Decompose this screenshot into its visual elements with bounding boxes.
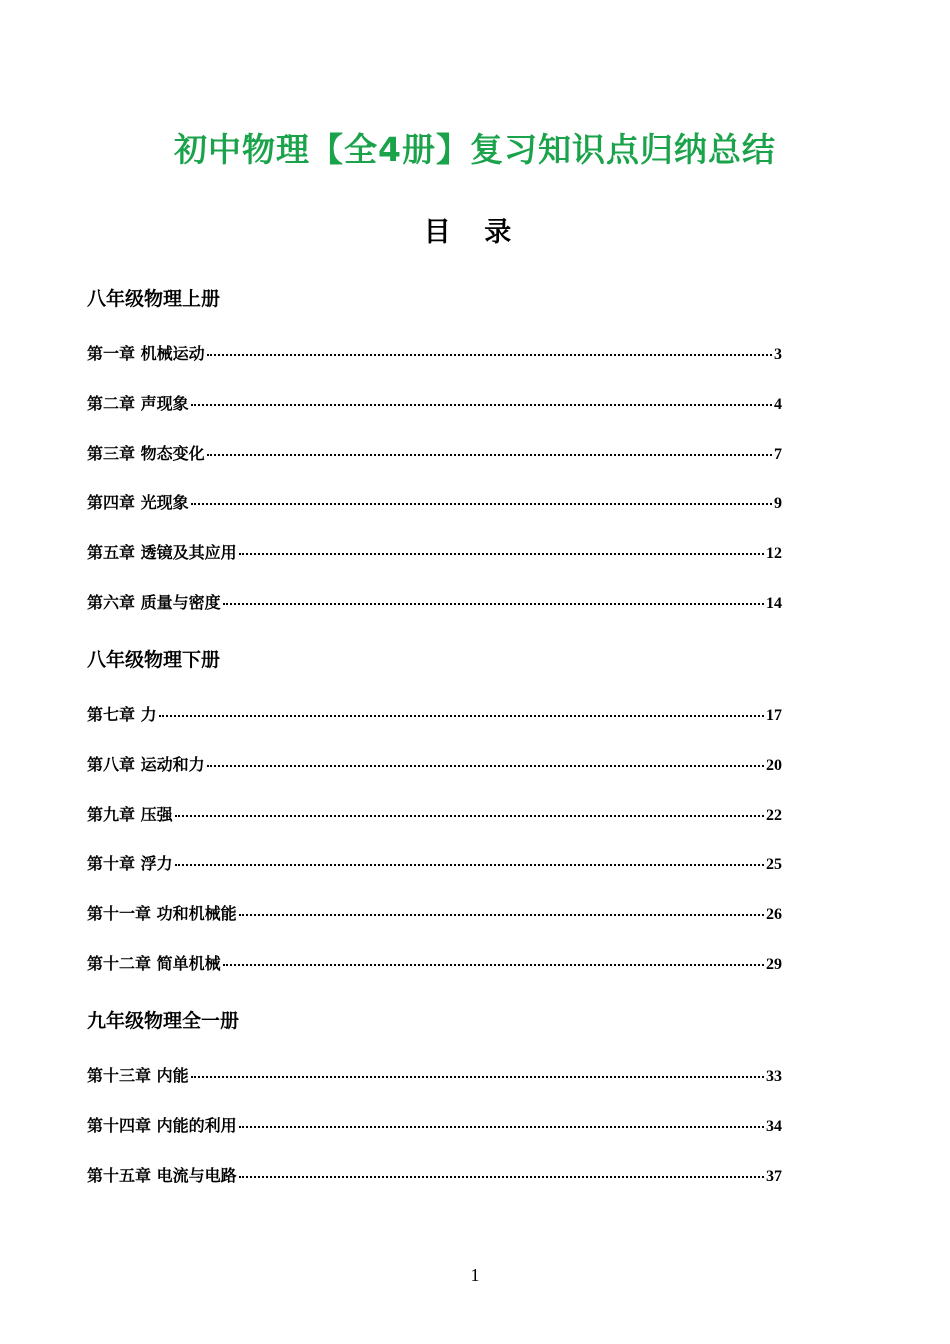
toc-entry-label: 第十五章 电流与电路	[87, 1166, 237, 1185]
dot-leader	[175, 815, 764, 817]
toc-entry-label: 第二章 声现象	[87, 394, 189, 413]
toc-entry[interactable]	[87, 752, 782, 775]
toc-entry-page: 4	[774, 396, 782, 413]
toc-entry-label: 第五章 透镜及其应用	[87, 543, 237, 562]
section-heading: 八年级物理下册	[87, 649, 221, 671]
toc-entry-label: 第八章 运动和力	[87, 755, 205, 774]
toc-entry[interactable]	[87, 1163, 782, 1186]
toc-entry[interactable]	[87, 540, 782, 563]
toc-entry-page: 25	[766, 856, 782, 873]
toc-entry-label: 第四章 光现象	[87, 493, 189, 512]
toc-entry-label: 第九章 压强	[87, 805, 173, 824]
dot-leader	[239, 1176, 764, 1178]
toc-entry[interactable]	[87, 590, 782, 613]
toc-entry[interactable]	[87, 1113, 782, 1136]
dot-leader	[175, 864, 764, 866]
dot-leader	[207, 354, 772, 356]
toc-entry[interactable]	[87, 391, 782, 414]
toc-entry-label: 第一章 机械运动	[87, 344, 205, 363]
toc-entry[interactable]	[87, 341, 782, 364]
toc-entry[interactable]	[87, 851, 782, 874]
toc-heading	[0, 210, 935, 249]
toc-entry[interactable]	[87, 441, 782, 464]
dot-leader	[223, 964, 764, 966]
dot-leader	[239, 1126, 764, 1128]
toc-heading-char: 录	[484, 217, 512, 248]
toc-entry-label: 第十二章 简单机械	[87, 954, 221, 973]
toc-entry-label: 第六章 质量与密度	[87, 593, 221, 612]
toc-entry[interactable]	[87, 490, 782, 513]
toc-entry-page: 12	[766, 545, 782, 562]
toc-entry-page: 3	[774, 346, 782, 363]
toc-entry-label: 第七章 力	[87, 705, 157, 724]
toc-entry[interactable]	[87, 702, 782, 725]
toc-entry-page: 29	[766, 956, 782, 973]
dot-leader	[159, 715, 764, 717]
dot-leader	[223, 603, 764, 605]
dot-leader	[191, 1076, 764, 1078]
toc-entry-page: 37	[766, 1168, 782, 1185]
toc-entry-page: 33	[766, 1068, 782, 1085]
page-number: 1	[470, 1265, 480, 1285]
toc-entry[interactable]	[87, 951, 782, 974]
dot-leader	[239, 914, 764, 916]
toc-entry-page: 20	[766, 757, 782, 774]
toc-entry-page: 7	[774, 446, 782, 463]
dot-leader	[191, 404, 772, 406]
dot-leader	[207, 765, 764, 767]
toc-entry-page: 34	[766, 1118, 782, 1135]
toc-entry[interactable]	[87, 802, 782, 825]
dot-leader	[191, 503, 772, 505]
toc-entry-page: 9	[774, 495, 782, 512]
section-heading: 八年级物理上册	[87, 288, 221, 310]
toc-entry-label: 第三章 物态变化	[87, 444, 205, 463]
document-title: 初中物理【全4册】复习知识点归纳总结	[174, 130, 776, 169]
toc-entry-label: 第十章 浮力	[87, 854, 173, 873]
toc-entry[interactable]	[87, 901, 782, 924]
toc-entry-page: 17	[766, 707, 782, 724]
toc-entry-page: 22	[766, 807, 782, 824]
toc-entry-label: 第十三章 内能	[87, 1066, 189, 1085]
dot-leader	[239, 553, 764, 555]
toc-entry-page: 14	[766, 595, 782, 612]
toc-entry[interactable]	[87, 1063, 782, 1086]
toc-entry-label: 第十四章 内能的利用	[87, 1116, 237, 1135]
dot-leader	[207, 454, 772, 456]
toc-entry-page: 26	[766, 906, 782, 923]
section-heading: 九年级物理全一册	[87, 1010, 240, 1032]
toc-entry-label: 第十一章 功和机械能	[87, 904, 237, 923]
toc-heading-char: 目	[423, 217, 451, 248]
